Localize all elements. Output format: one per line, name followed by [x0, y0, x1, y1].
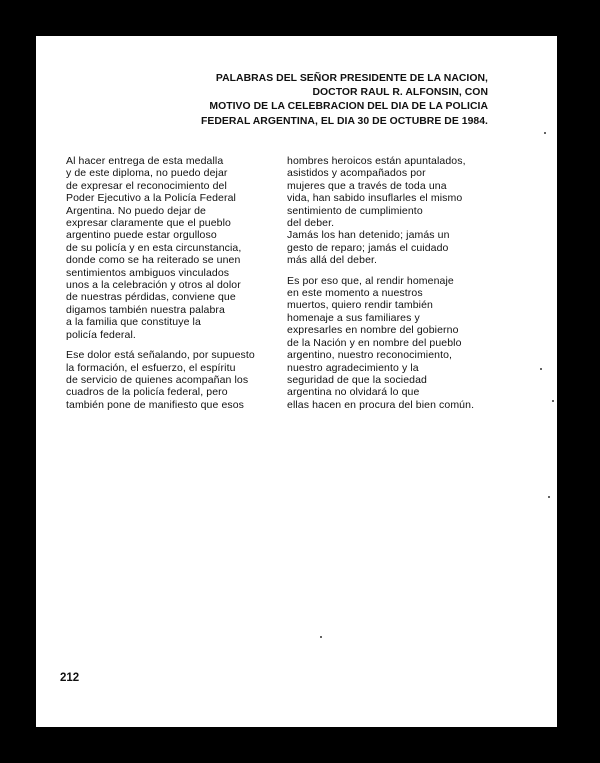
- text-line: mujeres que a través de toda una: [287, 179, 447, 192]
- text-line: de expresar el reconocimiento del: [66, 179, 227, 192]
- paragraph: [66, 349, 276, 411]
- text-line: cuadros de la policía federal, pero: [66, 386, 228, 399]
- document-heading: [178, 72, 488, 129]
- text-line: a la familia que constituye la: [66, 316, 201, 329]
- text-line: homenaje a sus familiares y: [287, 311, 420, 324]
- text-line: más allá del deber.: [287, 254, 378, 267]
- text-line: del deber.: [287, 217, 335, 230]
- text-line: de nuestras pérdidas, conviene que: [66, 291, 236, 304]
- scan-border-bottom: [0, 727, 600, 763]
- text-line: argentino puede estar orgulloso: [66, 229, 217, 242]
- scan-border-right: [557, 0, 600, 763]
- text-line: Poder Ejecutivo a la Policía Federal: [66, 192, 236, 205]
- left-column: [66, 155, 276, 419]
- scan-speck: [548, 496, 550, 498]
- text-line: Al hacer entrega de esta medalla: [66, 155, 224, 167]
- text-line: digamos también nuestra palabra: [66, 303, 225, 316]
- text-line: vida, han sabido insuflarles el mismo: [287, 192, 463, 205]
- text-line: muertos, quiero rendir también: [287, 299, 433, 312]
- heading-line: PALABRAS DEL SEÑOR PRESIDENTE DE LA NACION,: [215, 73, 488, 84]
- text-line: donde como se ha reiterado se unen: [66, 254, 241, 267]
- text-line: ellas hacen en procura del bien común.: [287, 398, 475, 411]
- text-line: expresar claramente que el pueblo: [66, 217, 231, 230]
- text-line: gesto de reparo; jamás el cuidado: [287, 241, 449, 254]
- text-line: hombres heroicos están apuntalados,: [287, 155, 466, 167]
- text-line: nuestro agradecimiento y la: [287, 361, 419, 374]
- heading-line: MOTIVO DE LA CELEBRACION DEL DIA DE LA POLICIA: [209, 101, 488, 113]
- text-line: sentimiento de cumplimiento: [287, 204, 423, 217]
- scan-border-top: [0, 0, 600, 36]
- text-line: de su policía y en esta circunstancia,: [66, 241, 242, 254]
- scan-speck: [320, 636, 322, 638]
- paragraph: [66, 155, 276, 341]
- text-line: Ese dolor está señalando, por supuesto: [66, 349, 255, 362]
- text-line: sentimientos ambiguos vinculados: [66, 266, 230, 279]
- text-line: argentina no olvidará lo que: [287, 386, 420, 399]
- page-number: 212: [60, 672, 80, 684]
- scan-border-left: [0, 0, 36, 763]
- text-line: Jamás los han detenido; jamás un: [287, 229, 450, 242]
- text-line: argentino, nuestro reconocimiento,: [287, 349, 453, 362]
- text-line: Es por eso que, al rendir homenaje: [287, 274, 454, 287]
- scan-speck: [544, 132, 546, 134]
- scan-speck: [552, 400, 554, 402]
- text-line: de la Nación y en nombre del pueblo: [287, 336, 462, 349]
- text-line: unos a la celebración y otros al dolor: [66, 279, 241, 292]
- heading-line: FEDERAL ARGENTINA, EL DIA 30 DE OCTUBRE DE 1984.: [200, 115, 488, 127]
- heading-line: DOCTOR RAUL R. ALFONSIN, CON: [312, 87, 488, 99]
- scan-speck: [540, 368, 542, 370]
- text-line: Argentina. No puedo dejar de: [66, 204, 206, 217]
- paragraph: [287, 275, 517, 411]
- right-column: [287, 155, 517, 419]
- text-line: en este momento a nuestros: [287, 287, 423, 300]
- text-line: policía federal.: [66, 328, 136, 341]
- text-line: asistidos y acompañados por: [287, 167, 426, 180]
- text-line: expresarles en nombre del gobierno: [287, 324, 459, 337]
- text-line: y de este diploma, no puedo dejar: [66, 167, 228, 180]
- text-line: seguridad de que la sociedad: [287, 373, 427, 386]
- paragraph: [287, 155, 517, 267]
- text-line: la formación, el esfuerzo, el espíritu: [66, 361, 236, 374]
- text-line: de servicio de quienes acompañan los: [66, 373, 249, 386]
- text-line: también pone de manifiesto que esos: [66, 398, 245, 411]
